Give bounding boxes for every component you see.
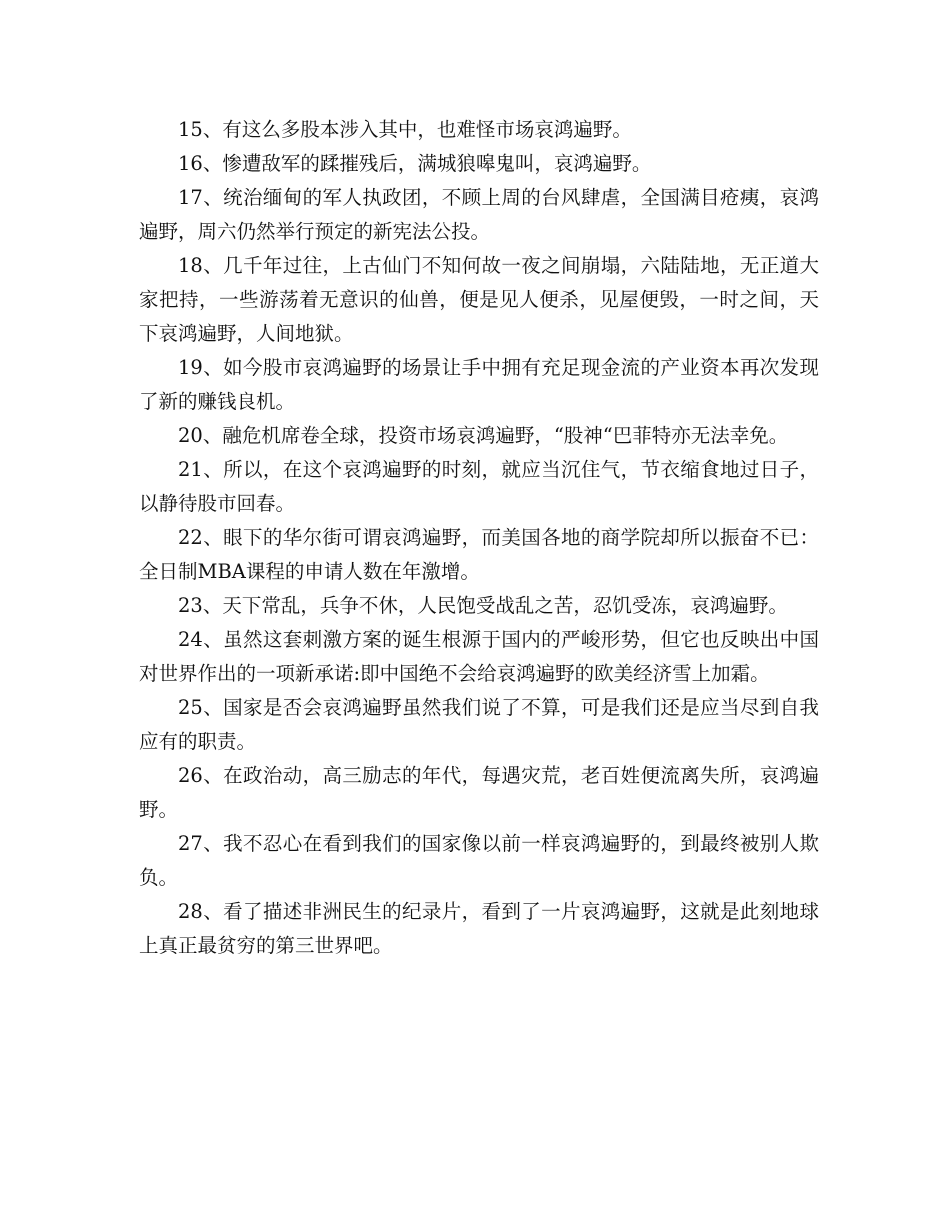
paragraph-27: 27、我不忍心在看到我们的国家像以前一样哀鸿遍野的，到最终被别人欺负。 [139, 832, 819, 889]
paragraph-19: 19、如今股市哀鸿遍野的场景让手中拥有充足现金流的产业资本再次发现了新的赚钱良机。 [139, 356, 819, 413]
paragraph-15: 15、有这么多股本涉入其中，也难怪市场哀鸿遍野。 [178, 118, 632, 141]
paragraph-16: 16、惨遭敌军的蹂摧残后，满城狼嗥鬼叫，哀鸿遍野。 [178, 152, 652, 175]
paragraph-17: 17、统治缅甸的军人执政团，不顾上周的台风肆虐，全国满目疮痍，哀鸿遍野，周六仍然举行预定的新宪法公投。 [139, 186, 819, 243]
paragraph-24: 24、虽然这套刺激方案的诞生根源于国内的严峻形势，但它也反映出中国对世界作出的一项新承诺:即中国绝不会给哀鸿遍野的欧美经济雪上加霜。 [139, 628, 819, 685]
paragraph-25: 25、国家是否会哀鸿遍野虽然我们说了不算，可是我们还是应当尽到自我应有的职责。 [139, 696, 819, 753]
paragraph-28: 28、看了描述非洲民生的纪录片，看到了一片哀鸿遍野，这就是此刻地球上真正最贫穷的第三世界吧。 [139, 900, 819, 957]
paragraph-18: 18、几千年过往，上古仙门不知何故一夜之间崩塌，六陆陆地，无正道大家把持，一些游荡着无意识的仙兽，便是见人便杀，见屋便毁，一时之间，天下哀鸿遍野，人间地狱。 [139, 254, 819, 345]
paragraph-22: 22、眼下的华尔街可谓哀鸿遍野，而美国各地的商学院却所以振奋不已：全日制MBA课程的申请人数在年激增。 [139, 526, 819, 583]
paragraph-23: 23、天下常乱，兵争不休，人民饱受战乱之苦，忍饥受冻，哀鸿遍野。 [178, 594, 788, 617]
document-body [139, 113, 819, 963]
paragraph-26: 26、在政治动，高三励志的年代，每遇灾荒，老百姓便流离失所，哀鸿遍野。 [139, 764, 819, 821]
paragraph-20: 20、融危机席卷全球，投资市场哀鸿遍野，“股神“巴菲特亦无法幸免。 [178, 424, 789, 447]
paragraph-21: 21、所以，在这个哀鸿遍野的时刻，就应当沉住气，节衣缩食地过日子，以静待股市回春。 [139, 458, 819, 515]
